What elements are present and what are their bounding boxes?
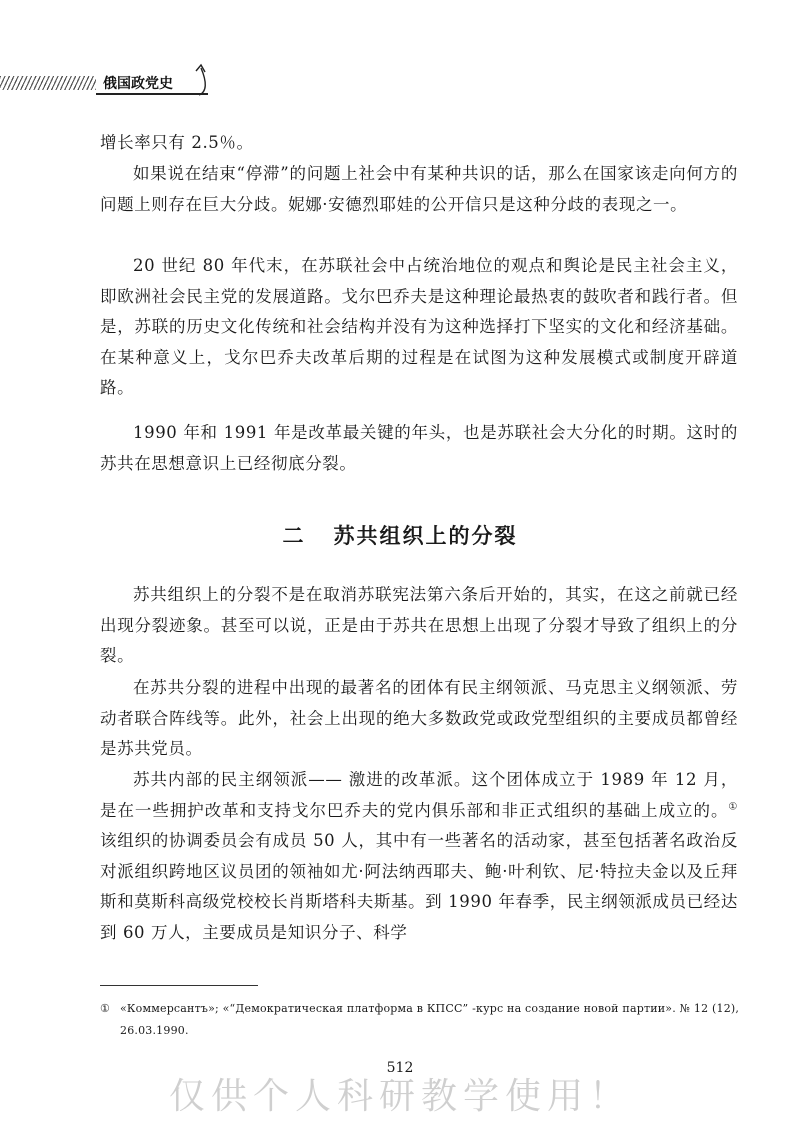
paragraph-3: 20 世纪 80 年代末，在苏联社会中占统治地位的观点和舆论是民主社会主义，即欧洲社会民主党的发展道路。戈尔巴乔夫是这种理论最热衷的鼓吹者和践行者。但是，苏联的历史文化传统和社会结构并没有为这种选择打下坚实的文化和经济基础。在某种意义上，戈尔巴乔夫改革后期的过程是在试图为这种发展模式或制度开辟道路。 — [100, 256, 738, 397]
header-rule — [96, 93, 208, 95]
page-number: 512 — [386, 1060, 414, 1076]
paragraph-7-part-1: 苏共内部的民主纲领派—— 激进的改革派。这个团体成立于 1989 年 12 月，是在一些拥护改革和支持戈尔巴乔夫的党内俱乐部和非正式组织的基础上成立的。 — [100, 770, 738, 820]
footnote-text: «Коммерсантъ»; «“Демократическая платформа в КПСС” -курс на создание новой партии». № 12 (12), 26.03.1990. — [120, 1002, 740, 1037]
footnote-mark: ① — [100, 1002, 111, 1015]
section-title: 苏共组织上的分裂 — [333, 524, 518, 548]
paragraph-4: 1990 年和 1991 年是改革最关键的年头，也是苏联社会大分化的时期。这时的苏共在思想意识上已经彻底分裂。 — [100, 423, 738, 473]
section-number: 二 — [282, 524, 306, 548]
paragraph-2: 如果说在结束“停滞”的问题上社会中有某种共识的话，那么在国家该走向何方的问题上则存在巨大分歧。妮娜·安德烈耶娃的公开信只是这种分歧的表现之一。 — [100, 164, 738, 214]
paragraph-6: 在苏共分裂的进程中出现的最著名的团体有民主纲领派、马克思主义纲领派、劳动者联合阵线等。此外，社会上出现的绝大多数政党或政党型组织的主要成员都曾经是苏共党员。 — [100, 678, 738, 758]
header-hatch-decoration — [0, 76, 96, 90]
paragraph-7 — [100, 765, 738, 948]
header-arrow-icon — [185, 62, 211, 96]
watermark: 仅供个人科研教学使用！ — [168, 1076, 631, 1117]
footnote — [100, 998, 740, 1042]
footnote-reference[interactable]: ① — [728, 801, 738, 812]
running-header — [0, 68, 220, 104]
paragraph-5: 苏共组织上的分裂不是在取消苏联宪法第六条后开始的，其实，在这之前就已经出现分裂迹象。甚至可以说，正是由于苏共在思想上出现了分裂才导致了组织上的分裂。 — [100, 585, 738, 665]
section-heading — [0, 520, 800, 550]
paragraph-7-part-2: 该组织的协调委员会有成员 50 人，其中有一些著名的活动家，甚至包括著名政治反对派组织跨地区议员团的领袖如尤·阿法纳西耶夫、鲍·叶利钦、尼·特拉夫金以及丘拜斯和莫斯科高级党校校长肖斯塔科夫斯基。到 1990 年春季，民主纲领派成员已经达到 60 万人，主要成员是知识分子、科学 — [100, 831, 738, 942]
footnote-rule — [100, 985, 258, 986]
running-title: 俄国政党史 — [103, 76, 173, 92]
paragraph-1: 增长率只有 2.5％。 — [100, 133, 254, 152]
